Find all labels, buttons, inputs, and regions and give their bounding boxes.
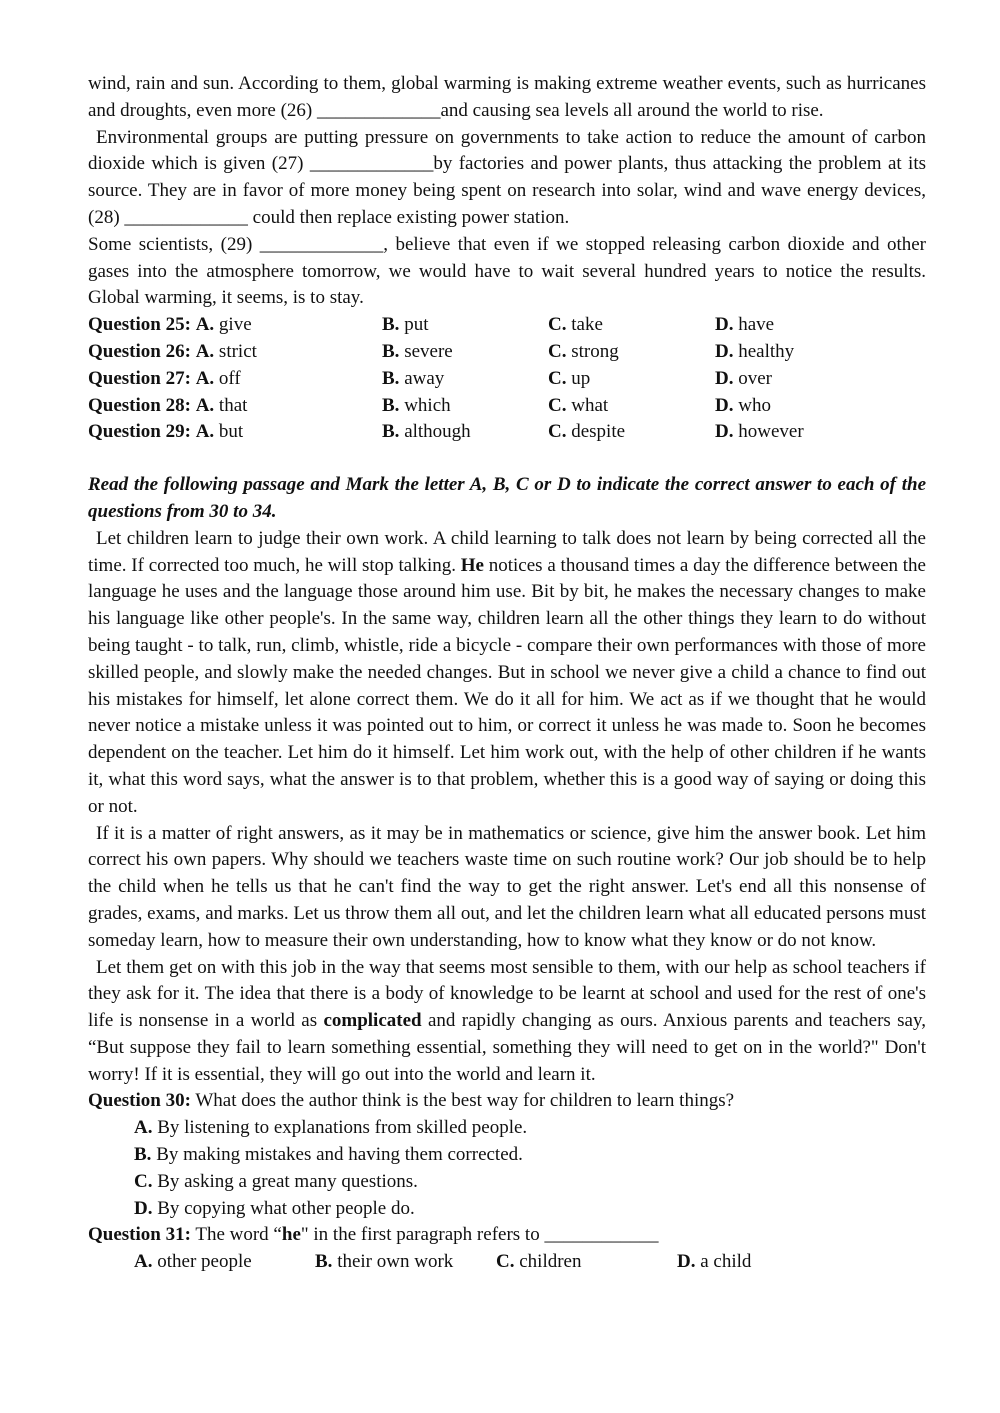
option-b[interactable]: put	[404, 314, 429, 336]
option-letter: C.	[548, 394, 567, 416]
option-b[interactable]: severe	[404, 340, 453, 362]
reading-instruction: Read the following passage and Mark the letter A, B, C or D to indicate the correct answer to each of the questions from 30 to 34.	[88, 474, 926, 522]
question-30-option-d[interactable]	[88, 1196, 926, 1223]
highlighted-word-complicated: complicated	[323, 1010, 422, 1032]
passage2-paragraph-1	[88, 526, 926, 821]
option-letter: B.	[382, 421, 400, 443]
option-text: By making mistakes and having them corrected.	[151, 1144, 523, 1166]
question-text-b: " in the first paragraph refers to ____________	[300, 1224, 659, 1246]
option-letter: A.	[195, 314, 215, 336]
question-31-option-b[interactable]	[315, 1249, 496, 1276]
question-31-option-d[interactable]	[677, 1249, 751, 1276]
passage2-paragraph-3	[88, 955, 926, 1089]
option-letter: B.	[315, 1251, 333, 1273]
option-b[interactable]: which	[404, 394, 451, 416]
option-letter: A.	[195, 394, 215, 416]
option-a[interactable]: give	[218, 314, 252, 336]
document-page	[88, 71, 926, 1276]
option-letter: C.	[548, 314, 567, 336]
question-29-row	[88, 419, 926, 446]
option-letter: A.	[195, 421, 215, 443]
option-letter: A.	[195, 340, 215, 362]
option-d[interactable]: however	[738, 421, 804, 443]
option-letter: D.	[715, 421, 734, 443]
option-text: By asking a great many questions.	[152, 1170, 418, 1192]
option-c[interactable]: take	[571, 314, 603, 336]
question-label: Question 29:	[88, 421, 191, 443]
option-letter: D.	[715, 367, 734, 389]
option-a[interactable]: off	[218, 367, 241, 389]
option-c[interactable]: despite	[571, 421, 626, 443]
cloze-question-list	[88, 312, 926, 446]
option-text: their own work	[332, 1251, 454, 1273]
option-b[interactable]: away	[404, 367, 445, 389]
passage1-paragraph-continued: wind, rain and sun. According to them, global warming is making extreme weather events, such as hurricanes and droughts, even more (26) _____________and causing sea levels all around the world to rise.	[88, 73, 926, 121]
option-letter: B.	[382, 314, 400, 336]
option-text: By listening to explanations from skilled people.	[152, 1117, 528, 1139]
question-31-options	[88, 1249, 926, 1276]
question-bold-word: he	[281, 1224, 301, 1246]
option-text: other people	[152, 1251, 252, 1273]
option-d[interactable]: over	[738, 367, 772, 389]
option-letter: D.	[677, 1251, 696, 1273]
option-d[interactable]: healthy	[738, 340, 795, 362]
option-letter: C.	[548, 421, 567, 443]
option-letter: C.	[134, 1170, 153, 1192]
question-label: Question 27:	[88, 367, 191, 389]
option-b[interactable]: although	[404, 421, 471, 443]
question-label: Question 31:	[88, 1224, 191, 1246]
passage1-paragraph-3: Some scientists, (29) _____________, believe that even if we stopped releasing carbon dioxide and other gases into the atmosphere tomorrow, we would have to wait several hundred years to notice the results. Global warming, it seems, is to stay.	[88, 233, 926, 309]
question-26-row	[88, 339, 926, 366]
question-label: Question 26:	[88, 340, 191, 362]
passage2-p1-text-a: Let children learn to judge their own work. A child learning to talk does not learn by being corrected all the time. If corrected too much, he will stop talking.	[88, 527, 926, 576]
passage2-p3-text-b: and rapidly changing as ours. Anxious parents and teachers say, “But suppose they fail to learn something essential, something they will need to get on in the world?" Don't worry! If it is essential, they will go out into the world and learn it.	[88, 1010, 926, 1085]
option-d[interactable]: who	[738, 394, 771, 416]
option-letter: D.	[715, 340, 734, 362]
option-c[interactable]: up	[571, 367, 591, 389]
section-spacer	[88, 446, 926, 472]
question-27-row	[88, 366, 926, 393]
passage2-p3-text-a: Let them get on with this job in the way that seems most sensible to them, with our help as school teachers if they ask for it. The idea that there is a body of knowledge to be learnt at school and used for the rest of one's life is nonsense in a world as	[88, 956, 926, 1032]
question-label: Question 25:	[88, 314, 191, 336]
option-letter: C.	[548, 367, 567, 389]
option-a[interactable]: that	[218, 394, 248, 416]
question-31-option-c[interactable]	[496, 1249, 677, 1276]
option-letter: B.	[382, 340, 400, 362]
option-letter: B.	[382, 394, 400, 416]
question-30-option-a[interactable]	[88, 1115, 926, 1142]
question-text: What does the author think is the best way for children to learn things?	[190, 1090, 735, 1112]
option-letter: A.	[134, 1251, 153, 1273]
option-letter: C.	[548, 340, 567, 362]
option-c[interactable]: strong	[571, 340, 619, 362]
option-text: a child	[695, 1251, 752, 1273]
highlighted-word-he: He	[460, 554, 484, 576]
question-label: Question 30:	[88, 1090, 191, 1112]
question-text-a: The word “	[190, 1224, 282, 1246]
question-25-row	[88, 312, 926, 339]
option-a[interactable]: strict	[218, 340, 257, 362]
question-30-option-b[interactable]	[88, 1142, 926, 1169]
passage2-paragraph-2: If it is a matter of right answers, as it may be in mathematics or science, give him the answer book. Let him correct his own papers. Why should we teachers waste time on such routine work? Our job should be to help the child when he tells us that he can't find the way to get the right answer. Let's end all this nonsense of grades, exams, and marks. Let us throw them all out, and let the children learn what all educated persons must someday learn, how to measure their own understanding, how to know what they know or do not know.	[88, 822, 926, 951]
passage1-paragraph-2: Environmental groups are putting pressure on governments to take action to reduce the amount of carbon dioxide which is given (27) _____________by factories and power plants, thus attacking the problem at its source. They are in favor of more money being spent on research into solar, wind and wave energy devices, (28) _____________ could then replace existing power station.	[88, 126, 926, 228]
question-31	[88, 1222, 926, 1249]
option-a[interactable]: but	[218, 421, 244, 443]
option-letter: A.	[195, 367, 215, 389]
question-30-option-c[interactable]	[88, 1169, 926, 1196]
question-30	[88, 1088, 926, 1115]
option-letter: B.	[134, 1144, 152, 1166]
passage2-p1-text-b: notices a thousand times a day the difference between the language he uses and the language those around him use. Bit by bit, he makes the necessary changes to make his language like other people's. In the same way, children learn all the other things they learn to do without being taught - to talk, run, climb, whistle, ride a bicycle - compare their own performances with those of more skilled people, and slowly make the needed changes. But in school we never give a child a chance to find out his mistakes for himself, let alone correct them. We do it all for him. We act as if we thought that he would never notice a mistake unless it was pointed out to him, or correct it unless he was made to. Soon he becomes dependent on the teacher. Let him do it himself. Let him work out, with the help of other children if he wants it, what this word says, what the answer is to that problem, whether this is a good way of saying or doing this or not.	[88, 554, 926, 817]
option-d[interactable]: have	[738, 314, 775, 336]
question-label: Question 28:	[88, 394, 191, 416]
option-letter: D.	[134, 1197, 153, 1219]
question-28-row	[88, 393, 926, 420]
option-letter: A.	[134, 1117, 153, 1139]
question-31-option-a[interactable]	[134, 1249, 315, 1276]
option-c[interactable]: what	[571, 394, 609, 416]
option-letter: D.	[715, 314, 734, 336]
option-letter: B.	[382, 367, 400, 389]
option-text: children	[514, 1251, 582, 1273]
option-letter: D.	[715, 394, 734, 416]
option-letter: C.	[496, 1251, 515, 1273]
option-text: By copying what other people do.	[152, 1197, 415, 1219]
